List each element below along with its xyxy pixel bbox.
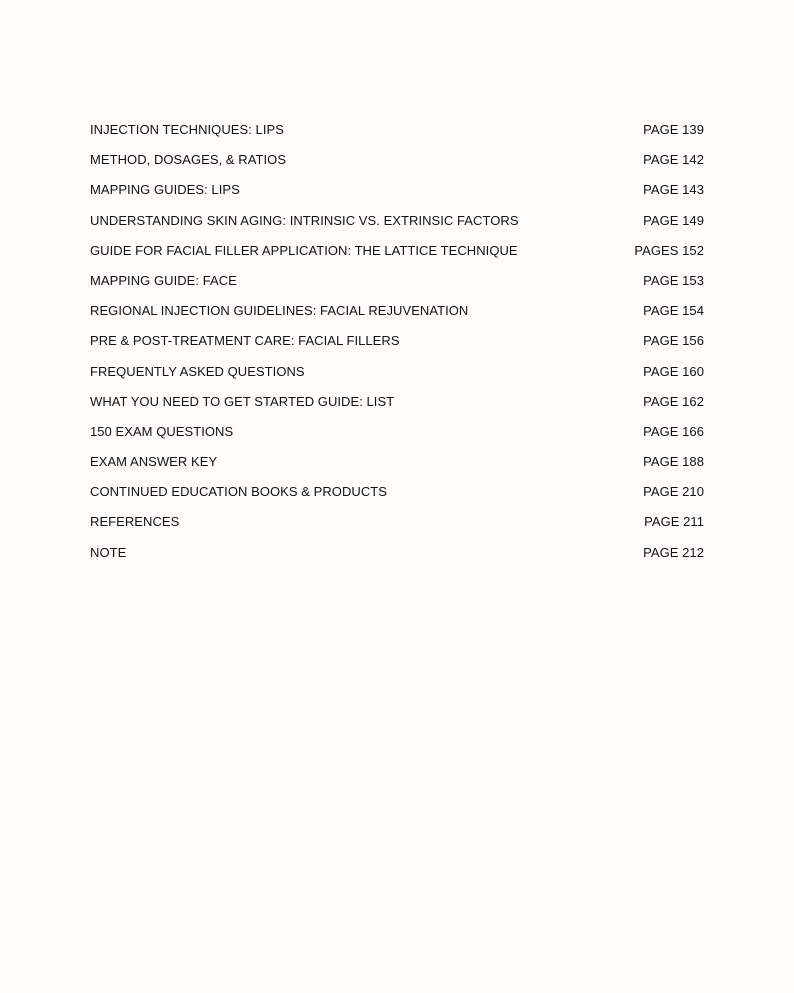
- toc-entry-page: PAGE 210: [643, 484, 704, 500]
- toc-entry-page: PAGE 160: [643, 363, 704, 379]
- toc-entry-title: GUIDE FOR FACIAL FILLER APPLICATION: THE LATTICE TECHNIQUE: [90, 242, 518, 258]
- toc-entry-title: METHOD, DOSAGES, & RATIOS: [90, 152, 287, 168]
- toc-entry: [90, 332, 704, 362]
- toc-entry-title: CONTINUED EDUCATION BOOKS & PRODUCTS: [90, 484, 387, 500]
- toc-entry-title: EXAM ANSWER KEY: [90, 454, 218, 470]
- toc-entry-page: PAGE 142: [643, 152, 704, 168]
- toc-entry-title: FREQUENTLY ASKED QUESTIONS: [90, 363, 305, 379]
- toc-entry-page: PAGE 153: [643, 272, 704, 288]
- toc-entry: [90, 302, 704, 332]
- toc-entry: [90, 393, 704, 423]
- toc-entry-page: PAGE 188: [643, 454, 704, 470]
- toc-entry: [90, 121, 704, 151]
- toc-entry-page: PAGE 212: [643, 544, 704, 560]
- toc-entry: [90, 513, 704, 543]
- toc-entry: [90, 272, 704, 302]
- toc-entry: [90, 181, 704, 211]
- toc-entry-title: REFERENCES: [90, 514, 180, 530]
- toc-entry-title: 150 EXAM QUESTIONS: [90, 423, 234, 439]
- toc-entry-page: PAGE 149: [643, 212, 704, 228]
- toc-entry: [90, 363, 704, 393]
- toc-entry: [90, 212, 704, 242]
- table-of-contents: [90, 121, 704, 574]
- toc-entry-title: INJECTION TECHNIQUES: LIPS: [90, 122, 284, 137]
- toc-entry-title: MAPPING GUIDES: LIPS: [90, 182, 240, 198]
- toc-entry: [90, 453, 704, 483]
- toc-entry-page: PAGES 152: [634, 242, 704, 258]
- toc-entry-title: WHAT YOU NEED TO GET STARTED GUIDE: LIST: [90, 393, 395, 409]
- toc-entry-page: PAGE 143: [643, 182, 704, 198]
- toc-entry-title: REGIONAL INJECTION GUIDELINES: FACIAL REJUVENATION: [90, 303, 469, 319]
- toc-entry: [90, 544, 704, 574]
- toc-entry-page: PAGE 166: [643, 423, 704, 439]
- toc-entry-title: NOTE: [90, 544, 127, 560]
- toc-entry-page: PAGE 162: [643, 393, 704, 409]
- toc-entry-page: PAGE 154: [643, 303, 704, 319]
- toc-entry: [90, 242, 704, 272]
- toc-entry: [90, 423, 704, 453]
- toc-entry-title: UNDERSTANDING SKIN AGING: INTRINSIC VS. EXTRINSIC FACTORS: [90, 212, 519, 228]
- toc-entry-page: PAGE 156: [643, 333, 704, 349]
- toc-entry-page: PAGE 139: [643, 122, 704, 137]
- toc-entry-title: MAPPING GUIDE: FACE: [90, 272, 237, 288]
- toc-entry-title: PRE & POST-TREATMENT CARE: FACIAL FILLERS: [90, 333, 400, 349]
- toc-entry: [90, 483, 704, 513]
- toc-entry: [90, 151, 704, 181]
- toc-entry-page: PAGE 211: [644, 514, 704, 530]
